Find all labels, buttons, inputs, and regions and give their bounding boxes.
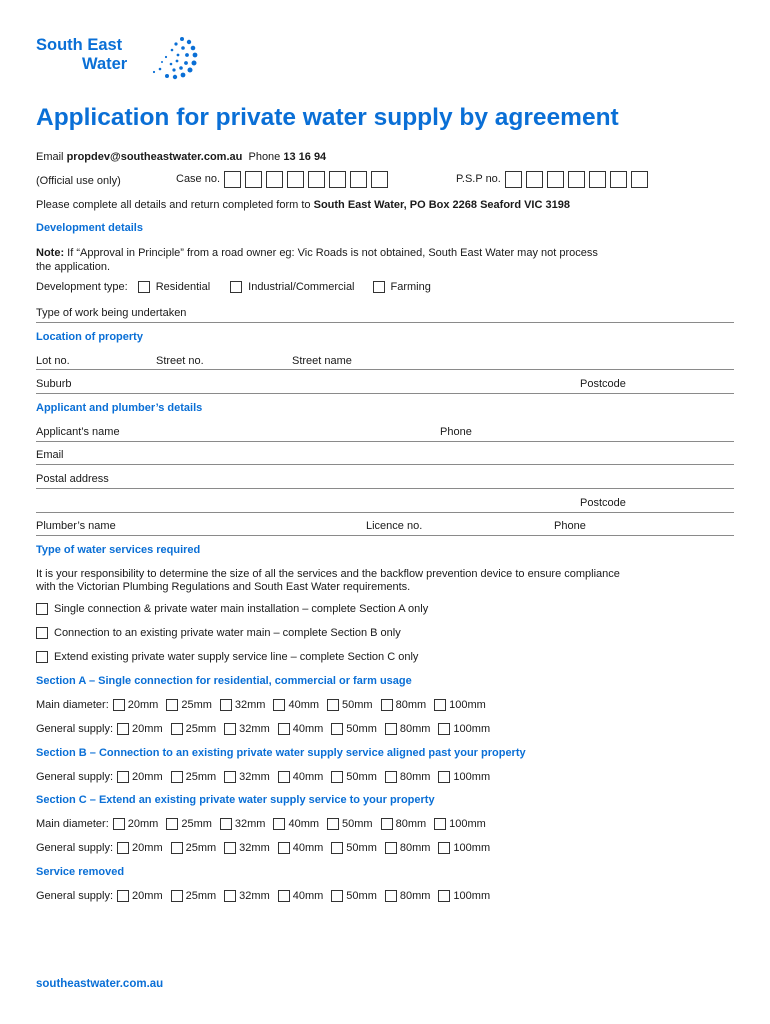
a-general-label: General supply:	[36, 723, 114, 735]
size-label: 100mm	[449, 699, 486, 711]
applicant-name-line[interactable]	[36, 441, 734, 442]
a-main-checkbox-20mm[interactable]	[113, 699, 125, 711]
case-number-box[interactable]	[308, 171, 325, 188]
case-number-boxes[interactable]	[224, 171, 388, 188]
note-label: Note:	[36, 247, 65, 259]
size-label: 100mm	[453, 842, 491, 854]
a-general-checkbox-25mm[interactable]	[171, 723, 183, 735]
option-a-checkbox[interactable]	[36, 603, 48, 615]
removed-general-option-25mm[interactable]	[171, 890, 217, 902]
plumber-phone-label: Phone	[554, 520, 586, 532]
applicant-email-label: Email	[36, 449, 64, 461]
psp-number-field	[456, 169, 648, 189]
removed-general-checkbox-20mm[interactable]	[117, 890, 129, 902]
development-type-row	[36, 281, 431, 293]
return-address: South East Water, PO Box 2268 Seaford VIC 3198	[313, 199, 570, 211]
applicant-name-label: Applicant’s name	[36, 426, 120, 438]
location-heading: Location of property	[36, 331, 143, 343]
phone-label: Phone	[248, 151, 281, 163]
services-para-2: with the Victorian Plumbing Regulations and South East Water requirements.	[36, 581, 411, 593]
c-main-checkbox-32mm[interactable]	[220, 818, 232, 830]
a-main-option-20mm[interactable]	[113, 699, 159, 711]
note-text: If “Approval in Principle” from a road owner eg: Vic Roads is not obtained, South East Water may not process	[67, 247, 598, 259]
a-main-label: Main diameter:	[36, 699, 109, 711]
size-label: 25mm	[185, 890, 217, 902]
b-general-checkbox-80mm[interactable]	[385, 771, 397, 783]
b-general-option-80mm[interactable]	[385, 771, 431, 783]
c-general-option-50mm[interactable]	[331, 842, 377, 854]
psp-number-box[interactable]	[526, 171, 543, 188]
work-type-label: Type of work being undertaken	[36, 307, 187, 319]
a-main-checkbox-25mm[interactable]	[166, 699, 178, 711]
size-label: 50mm	[346, 842, 377, 854]
b-general-checkbox-32mm[interactable]	[224, 771, 236, 783]
a-main-checkbox-100mm[interactable]	[434, 699, 446, 711]
services-paragraph	[36, 568, 620, 594]
size-label: 25mm	[185, 723, 217, 735]
a-general-checkbox-20mm[interactable]	[117, 723, 129, 735]
size-label: 80mm	[395, 818, 427, 830]
b-general-option-50mm[interactable]	[331, 771, 377, 783]
development-type-label: Development type:	[36, 281, 128, 293]
a-main-checkbox-40mm[interactable]	[273, 699, 285, 711]
a-general-checkbox-32mm[interactable]	[224, 723, 236, 735]
psp-number-box[interactable]	[610, 171, 627, 188]
c-main-option-100mm[interactable]	[434, 818, 486, 830]
note-text-2: the application.	[36, 261, 110, 273]
size-label: 100mm	[453, 723, 491, 735]
size-label: 50mm	[342, 818, 373, 830]
postcode-line[interactable]	[36, 512, 734, 513]
removed-general-checkbox-50mm[interactable]	[331, 890, 343, 902]
option-c-label: Extend existing private water supply service line – complete Section C only	[54, 651, 419, 663]
a-general-option-100mm[interactable]	[438, 723, 490, 735]
plumber-name-label: Plumber’s name	[36, 520, 116, 532]
removed-general-option-40mm[interactable]	[278, 890, 324, 902]
service-option-a[interactable]	[36, 603, 428, 615]
email-link[interactable]: propdev@southeastwater.com.au	[66, 151, 243, 163]
c-main-option-50mm[interactable]	[327, 818, 373, 830]
section-c-main-row	[36, 818, 494, 830]
removed-general-label: General supply:	[36, 890, 114, 902]
suburb-label: Suburb	[36, 378, 72, 390]
residential-label: Residential	[155, 281, 211, 293]
a-main-checkbox-50mm[interactable]	[327, 699, 339, 711]
industrial-checkbox[interactable]	[230, 281, 242, 293]
size-label: 80mm	[399, 723, 431, 735]
a-general-checkbox-100mm[interactable]	[438, 723, 450, 735]
a-general-option-20mm[interactable]	[117, 723, 163, 735]
c-main-option-40mm[interactable]	[273, 818, 319, 830]
c-main-option-25mm[interactable]	[166, 818, 212, 830]
c-main-checkbox-80mm[interactable]	[381, 818, 393, 830]
case-number-box[interactable]	[245, 171, 262, 188]
removed-general-row	[36, 890, 498, 902]
section-b-general-row	[36, 771, 498, 783]
a-general-option-25mm[interactable]	[171, 723, 217, 735]
section-c-general-row	[36, 842, 498, 854]
water-drops-icon	[148, 36, 198, 80]
farming-label: Farming	[390, 281, 431, 293]
b-general-label: General supply:	[36, 771, 114, 783]
services-heading: Type of water services required	[36, 544, 201, 556]
a-main-option-100mm[interactable]	[434, 699, 486, 711]
service-option-b[interactable]	[36, 627, 401, 639]
size-label: 20mm	[127, 818, 159, 830]
option-b-checkbox[interactable]	[36, 627, 48, 639]
size-label: 40mm	[292, 723, 324, 735]
size-label: 50mm	[346, 771, 377, 783]
size-label: 100mm	[453, 771, 491, 783]
option-c-checkbox[interactable]	[36, 651, 48, 663]
farming-checkbox[interactable]	[373, 281, 385, 293]
a-main-option-25mm[interactable]	[166, 699, 212, 711]
option-industrial[interactable]	[230, 281, 354, 293]
case-label: Case no.	[176, 173, 221, 185]
a-main-option-40mm[interactable]	[273, 699, 319, 711]
footer-website-link[interactable]: southeastwater.com.au	[36, 978, 164, 990]
case-number-box[interactable]	[287, 171, 304, 188]
c-general-checkbox-20mm[interactable]	[117, 842, 129, 854]
c-general-checkbox-32mm[interactable]	[224, 842, 236, 854]
b-general-checkbox-100mm[interactable]	[438, 771, 450, 783]
size-label: 25mm	[185, 842, 217, 854]
c-general-checkbox-100mm[interactable]	[438, 842, 450, 854]
section-a-heading: Section A – Single connection for residential, commercial or farm usage	[36, 675, 412, 687]
a-general-checkbox-50mm[interactable]	[331, 723, 343, 735]
lot-label: Lot no.	[36, 355, 70, 367]
a-main-checkbox-32mm[interactable]	[220, 699, 232, 711]
removed-general-checkbox-80mm[interactable]	[385, 890, 397, 902]
a-main-option-50mm[interactable]	[327, 699, 373, 711]
logo-line2: Water	[82, 55, 128, 73]
service-removed-heading: Service removed	[36, 866, 125, 878]
a-main-checkbox-80mm[interactable]	[381, 699, 393, 711]
contact-line	[36, 151, 326, 163]
development-heading: Development details	[36, 222, 143, 234]
c-general-option-100mm[interactable]	[438, 842, 490, 854]
size-label: 40mm	[292, 842, 324, 854]
option-farming[interactable]	[373, 281, 431, 293]
size-label: 20mm	[127, 699, 159, 711]
service-option-c[interactable]	[36, 651, 418, 663]
c-general-option-80mm[interactable]	[385, 842, 431, 854]
instruction	[36, 199, 570, 211]
size-label: 25mm	[181, 818, 212, 830]
case-number-box[interactable]	[224, 171, 241, 188]
removed-general-option-80mm[interactable]	[385, 890, 431, 902]
c-main-option-80mm[interactable]	[381, 818, 427, 830]
a-general-checkbox-40mm[interactable]	[278, 723, 290, 735]
removed-general-option-100mm[interactable]	[438, 890, 490, 902]
size-label: 50mm	[346, 890, 377, 902]
size-label: 100mm	[449, 818, 486, 830]
psp-number-boxes[interactable]	[505, 171, 648, 188]
c-main-checkbox-40mm[interactable]	[273, 818, 285, 830]
development-note	[36, 246, 598, 274]
services-para-1: It is your responsibility to determine the size of all the services and the backflow prevention device to ensure compliance	[36, 568, 620, 580]
size-label: 20mm	[132, 890, 163, 902]
applicant-email-line[interactable]	[36, 464, 734, 465]
psp-number-box[interactable]	[631, 171, 648, 188]
page-title: Application for private water supply by agreement	[36, 104, 619, 131]
psp-number-box[interactable]	[505, 171, 522, 188]
c-main-option-32mm[interactable]	[220, 818, 266, 830]
size-label: 80mm	[399, 842, 431, 854]
c-main-label: Main diameter:	[36, 818, 109, 830]
size-label: 80mm	[395, 699, 427, 711]
b-general-option-40mm[interactable]	[278, 771, 324, 783]
c-general-label: General supply:	[36, 842, 114, 854]
psp-number-box[interactable]	[568, 171, 585, 188]
option-b-label: Connection to an existing private water main – complete Section B only	[54, 627, 401, 639]
size-label: 20mm	[132, 771, 163, 783]
size-label: 20mm	[132, 723, 163, 735]
c-general-option-25mm[interactable]	[171, 842, 217, 854]
plumber-line[interactable]	[36, 535, 734, 536]
street-no-label: Street no.	[156, 355, 204, 367]
case-number-box[interactable]	[371, 171, 388, 188]
b-general-option-20mm[interactable]	[117, 771, 163, 783]
case-number-box[interactable]	[266, 171, 283, 188]
size-label: 20mm	[132, 842, 163, 854]
a-general-option-32mm[interactable]	[224, 723, 270, 735]
street-name-label: Street name	[292, 355, 352, 367]
c-general-checkbox-50mm[interactable]	[331, 842, 343, 854]
a-general-checkbox-80mm[interactable]	[385, 723, 397, 735]
size-label: 80mm	[399, 890, 431, 902]
logo-line1: South East	[36, 36, 123, 54]
suburb-line[interactable]	[36, 393, 734, 394]
postal-address-line[interactable]	[36, 488, 734, 489]
removed-general-option-20mm[interactable]	[117, 890, 163, 902]
size-label: 50mm	[342, 699, 373, 711]
a-main-option-80mm[interactable]	[381, 699, 427, 711]
a-main-option-32mm[interactable]	[220, 699, 266, 711]
c-general-option-20mm[interactable]	[117, 842, 163, 854]
address-line[interactable]	[36, 369, 734, 370]
removed-general-checkbox-40mm[interactable]	[278, 890, 290, 902]
a-general-option-80mm[interactable]	[385, 723, 431, 735]
a-general-option-40mm[interactable]	[278, 723, 324, 735]
work-type-line[interactable]	[36, 322, 734, 323]
c-general-option-32mm[interactable]	[224, 842, 270, 854]
applicant-postcode-label: Postcode	[580, 497, 626, 509]
c-main-checkbox-100mm[interactable]	[434, 818, 446, 830]
removed-general-checkbox-100mm[interactable]	[438, 890, 450, 902]
c-general-checkbox-40mm[interactable]	[278, 842, 290, 854]
case-number-field	[176, 169, 388, 189]
option-a-label: Single connection & private water main installation – complete Section A only	[54, 603, 429, 615]
size-label: 40mm	[292, 890, 324, 902]
b-general-checkbox-50mm[interactable]	[331, 771, 343, 783]
removed-general-checkbox-25mm[interactable]	[171, 890, 183, 902]
b-general-option-32mm[interactable]	[224, 771, 270, 783]
email-label: Email	[36, 151, 64, 163]
size-label: 100mm	[453, 890, 491, 902]
c-general-option-40mm[interactable]	[278, 842, 324, 854]
size-label: 80mm	[399, 771, 431, 783]
instruction-text: Please complete all details and return completed form to	[36, 199, 311, 211]
size-label: 32mm	[239, 890, 270, 902]
size-label: 50mm	[346, 723, 377, 735]
residential-checkbox[interactable]	[138, 281, 150, 293]
size-label: 32mm	[239, 771, 270, 783]
c-general-checkbox-80mm[interactable]	[385, 842, 397, 854]
applicant-phone-label: Phone	[440, 426, 472, 438]
size-label: 40mm	[292, 771, 324, 783]
b-general-option-100mm[interactable]	[438, 771, 490, 783]
c-main-checkbox-25mm[interactable]	[166, 818, 178, 830]
section-a-main-row	[36, 699, 494, 711]
industrial-label: Industrial/Commercial	[248, 281, 355, 293]
b-general-option-25mm[interactable]	[171, 771, 217, 783]
section-a-general-row	[36, 723, 498, 735]
c-main-option-20mm[interactable]	[113, 818, 159, 830]
removed-general-option-50mm[interactable]	[331, 890, 377, 902]
applicant-heading: Applicant and plumber’s details	[36, 402, 203, 414]
section-b-heading: Section B – Connection to an existing private water supply service aligned past your property	[36, 747, 526, 759]
logo	[36, 36, 206, 82]
a-general-option-50mm[interactable]	[331, 723, 377, 735]
case-number-box[interactable]	[350, 171, 367, 188]
c-main-checkbox-20mm[interactable]	[113, 818, 125, 830]
psp-label: P.S.P no.	[456, 173, 501, 185]
c-general-checkbox-25mm[interactable]	[171, 842, 183, 854]
size-label: 32mm	[239, 723, 270, 735]
b-general-checkbox-20mm[interactable]	[117, 771, 129, 783]
case-number-box[interactable]	[329, 171, 346, 188]
removed-general-checkbox-32mm[interactable]	[224, 890, 236, 902]
postal-address-label: Postal address	[36, 473, 109, 485]
option-residential[interactable]	[138, 281, 210, 293]
psp-number-box[interactable]	[547, 171, 564, 188]
size-label: 40mm	[288, 818, 320, 830]
size-label: 40mm	[288, 699, 320, 711]
official-use-label: (Official use only)	[36, 175, 121, 187]
psp-number-box[interactable]	[589, 171, 606, 188]
phone-number: 13 16 94	[283, 151, 327, 163]
size-label: 25mm	[181, 699, 212, 711]
b-general-checkbox-40mm[interactable]	[278, 771, 290, 783]
size-label: 25mm	[185, 771, 217, 783]
size-label: 32mm	[234, 699, 266, 711]
size-label: 32mm	[234, 818, 266, 830]
size-label: 32mm	[239, 842, 270, 854]
licence-label: Licence no.	[366, 520, 423, 532]
section-c-heading: Section C – Extend an existing private water supply service to your property	[36, 794, 435, 806]
c-main-checkbox-50mm[interactable]	[327, 818, 339, 830]
removed-general-option-32mm[interactable]	[224, 890, 270, 902]
postcode-label: Postcode	[580, 378, 626, 390]
b-general-checkbox-25mm[interactable]	[171, 771, 183, 783]
